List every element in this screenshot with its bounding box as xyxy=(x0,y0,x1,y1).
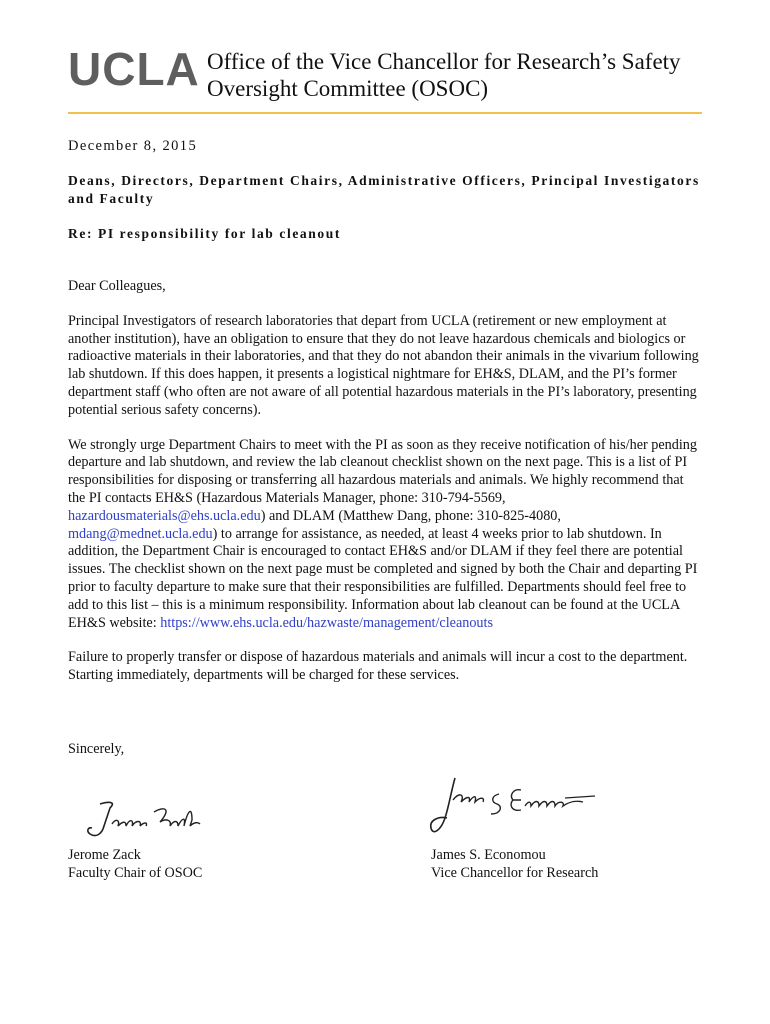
office-title: Office of the Vice Chancellor for Research’s Safety Oversight Committee (OSOC) xyxy=(207,49,681,101)
jerome-zack-signature xyxy=(80,796,210,844)
signer-name: James S. Economou xyxy=(431,847,546,863)
signer-title: Vice Chancellor for Research xyxy=(431,865,599,881)
paragraph-text-2: ) and DLAM (Matthew Dang, phone: 310-825-4080, xyxy=(260,507,561,524)
salutation: Dear Colleagues, xyxy=(68,278,166,294)
dlam-email-link[interactable]: mdang@mednet.ucla.edu xyxy=(68,525,213,542)
signer-title: Faculty Chair of OSOC xyxy=(68,865,203,881)
paragraph-recommendation xyxy=(68,437,704,633)
hazmat-email-link[interactable]: hazardousmaterials@ehs.ucla.edu xyxy=(68,507,261,524)
letter-body xyxy=(68,278,704,702)
letter-date: December 8, 2015 xyxy=(68,138,198,154)
letter-subject: Re: PI responsibility for lab cleanout xyxy=(68,226,341,241)
ucla-logo: UCLA xyxy=(68,43,200,95)
paragraph-text-3: ) to arrange for assistance, as needed, at least 4 weeks prior to lab shutdown. In addition, the Department Chair is encouraged to contact EH&S and/or DLAM if they feel there are potential issues. The checklist shown on the next page must be completed and signed by both the Chair and departing PI prior to faculty departure to make sure that their responsibilities are fulfilled. Departments should feel free to add to this list – this is a minimum responsibility. Information about lab cleanout can be found at the UCLA EH&S website: xyxy=(68,525,698,631)
cleanout-website-link[interactable]: https://www.ehs.ucla.edu/hazwaste/management/cleanouts xyxy=(160,614,493,631)
paragraph-obligation: Principal Investigators of research laboratories that depart from UCLA (retirement or new employment at another institution), have an obligation to ensure that they do not leave hazardous chemicals and biologics or radioactive materials in their laboratories, and that they do not abandon their animals in the vivarium following lab shutdown. If this does happen, it presents a logistical nightmare for EH&S, DLAM, and the PI’s former department staff (who often are not aware of all potential hazardous materials in the PI’s laboratory, presenting potential serious safety concerns). xyxy=(68,312,699,418)
header-divider xyxy=(68,112,702,114)
signer-name: Jerome Zack xyxy=(68,847,141,863)
james-economou-signature xyxy=(425,772,605,842)
paragraph-charges: Failure to properly transfer or dispose of hazardous materials and animals will incur a cost to the department. Starting immediately, departments will be charged for these services. xyxy=(68,649,688,684)
signer-jerome-zack xyxy=(68,846,202,882)
paragraph-text-1: We strongly urge Department Chairs to meet with the PI as soon as they receive notification of his/her pending departure and lab shutdown, and review the lab cleanout checklist shown on the next page. This is a list of PI responsibilities for disposing or transferring all hazardous materials and animals. We highly recommend that the PI contacts EH&S (Hazardous Materials Manager, phone: 310-794-5569, xyxy=(68,436,697,506)
letter-addressee: Deans, Directors, Department Chairs, Administrative Officers, Principal Investigators and Faculty xyxy=(68,173,700,206)
closing: Sincerely, xyxy=(68,741,125,757)
signer-james-economou xyxy=(431,846,598,882)
